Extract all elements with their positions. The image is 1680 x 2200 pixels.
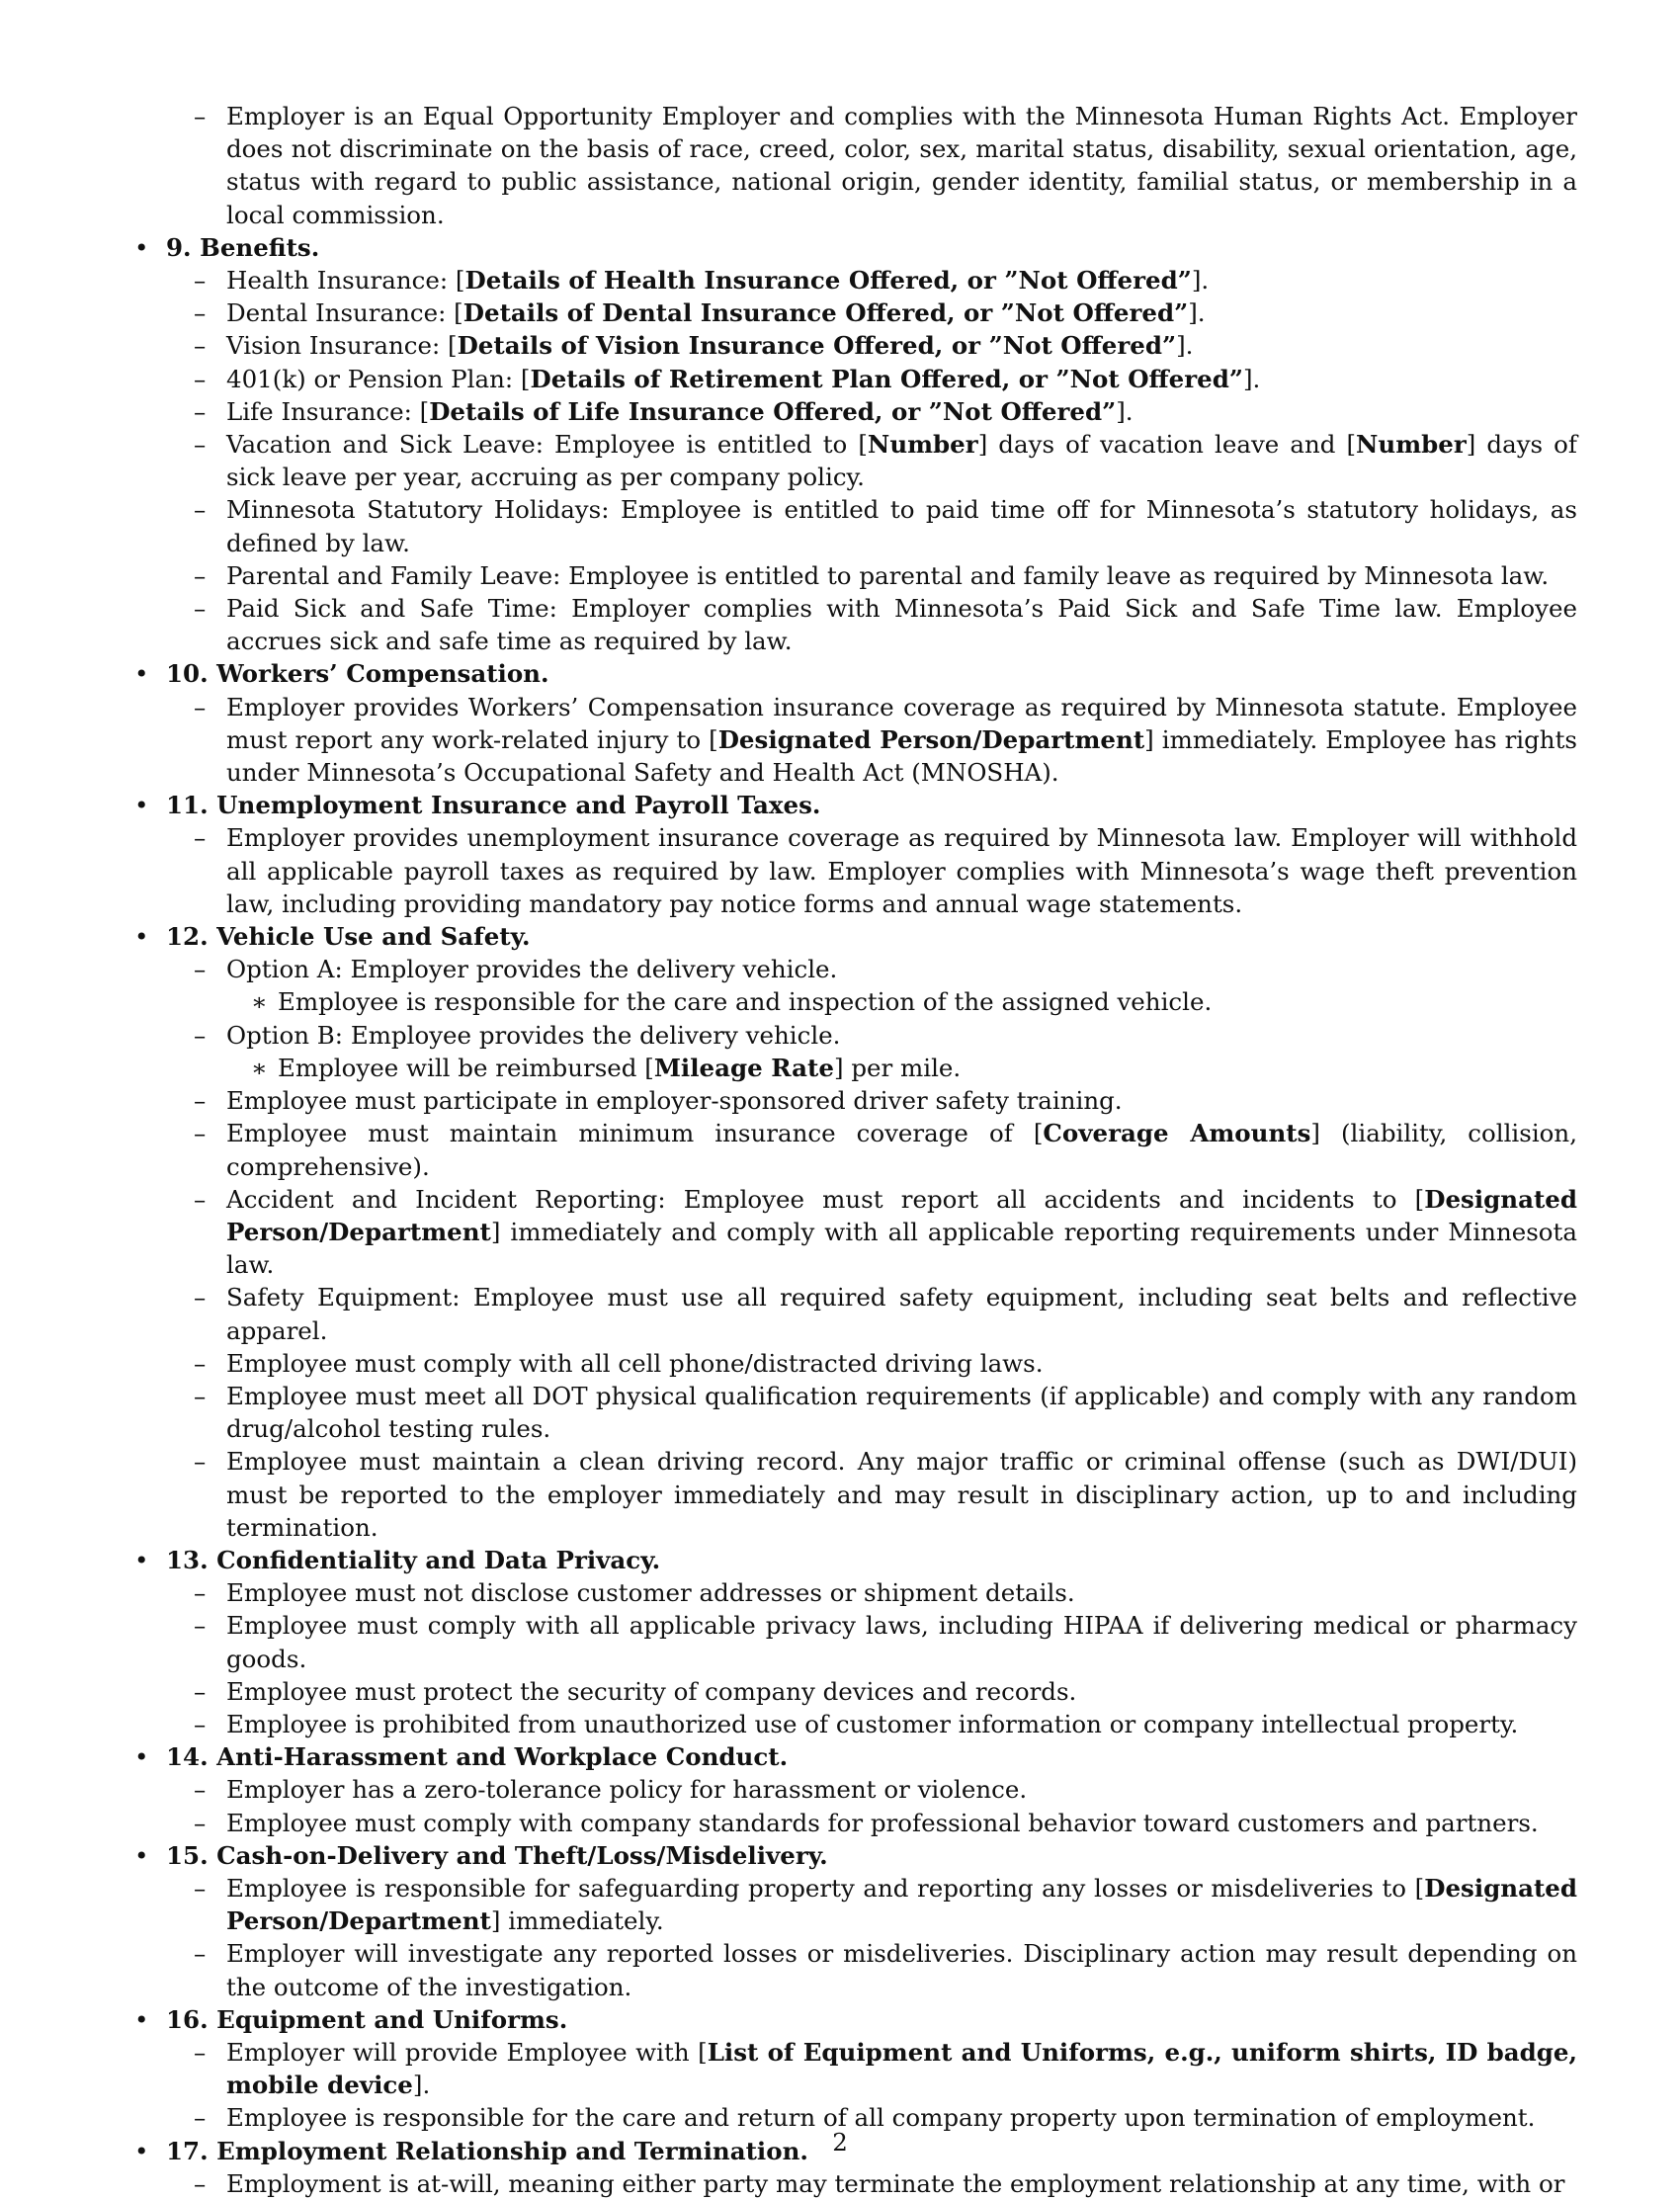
bullet-marker: • <box>134 1545 149 1574</box>
section-heading <box>134 789 1577 821</box>
list-item <box>134 100 1577 231</box>
placeholder-field: Mileage Rate <box>653 1053 834 1082</box>
dash-marker: – <box>194 102 207 130</box>
item-text: ]. <box>412 2071 431 2100</box>
item-text: Employer is an Equal Opportunity Employer and complies with the Minnesota Human Rights Act. Employer does not discriminate on the basis of race, creed, color, sex, marital status, disability, sexual orientation, age, status with regard to public assistance, national origin, gender identity, familial status, or membership in a local commission. <box>226 102 1577 229</box>
section-title: 17. Employment Relationship and Termination. <box>166 2136 808 2165</box>
section-heading <box>134 657 1577 690</box>
item-text: Employee must protect the security of company devices and records. <box>226 1676 1077 1706</box>
list-item <box>134 296 1577 329</box>
list-item <box>134 1380 1577 1445</box>
section-title: 10. Workers’ Compensation. <box>166 659 549 689</box>
list-item <box>134 1576 1577 1609</box>
item-text: Employment is at-will, meaning either party may terminate the employment relationship at any time, with or <box>226 2168 1565 2198</box>
item-text: ]. <box>1116 396 1134 426</box>
list-item <box>134 1117 1577 1182</box>
list-item <box>134 1445 1577 1544</box>
placeholder-field: Number <box>867 430 978 460</box>
list-item <box>134 1872 1577 1937</box>
bullet-marker: • <box>134 922 149 952</box>
dash-marker: – <box>194 1381 207 1410</box>
item-text: 401(k) or Pension Plan: [ <box>226 364 531 393</box>
list-item <box>134 1807 1577 1839</box>
section-heading <box>134 2003 1577 2036</box>
list-item <box>134 1347 1577 1380</box>
dash-marker: – <box>194 1578 207 1608</box>
item-text: Employer provides Workers’ Compensation insurance coverage as required by Minnesota statute. Employee must report any work-related injury to [ <box>226 692 1577 754</box>
list-item <box>134 264 1577 296</box>
section-title: 16. Equipment and Uniforms. <box>166 2004 568 2034</box>
dash-marker: – <box>194 560 207 590</box>
item-text: Employer will provide Employee with [ <box>226 2037 708 2067</box>
item-text: ] immediately and comply with all applicable reporting requirements under Minnesota law. <box>226 1217 1577 1280</box>
list-item <box>134 2036 1577 2101</box>
dash-marker: – <box>194 1873 207 1903</box>
dash-marker: – <box>194 1808 207 1837</box>
section-title: 15. Cash-on-Delivery and Theft/Loss/Misdelivery. <box>166 1840 828 1870</box>
item-text: ] days of sick leave per year, accruing as per company policy. <box>226 430 1577 492</box>
list-item <box>134 592 1577 657</box>
item-text: Option A: Employer provides the delivery vehicle. <box>226 955 838 984</box>
item-text: Safety Equipment: Employee must use all required safety equipment, including seat belts and reflective apparel. <box>226 1283 1577 1345</box>
item-text: Employee is responsible for the care and return of all company property upon termination of employment. <box>226 2103 1536 2133</box>
placeholder-field: Designated Person/Department <box>226 1873 1577 1936</box>
list-item <box>134 953 1577 985</box>
item-text: Vacation and Sick Leave: Employee is entitled to [ <box>226 430 868 460</box>
item-text: Employee must participate in employer-sponsored driver safety training. <box>226 1086 1123 1116</box>
item-text: ] immediately. <box>490 1906 664 1936</box>
section-heading <box>134 1839 1577 1872</box>
dash-marker: – <box>194 1775 207 1805</box>
item-text: Health Insurance: [ <box>226 266 465 296</box>
placeholder-field: Designated Person/Department <box>717 724 1145 754</box>
page-number: 2 <box>832 2128 848 2157</box>
dash-marker: – <box>194 364 207 393</box>
sub-list-item <box>134 985 1577 1018</box>
section-title: 9. Benefits. <box>166 232 320 262</box>
bullet-marker: • <box>134 1742 149 1772</box>
item-text: ]. <box>1191 266 1210 296</box>
list-item <box>134 691 1577 790</box>
dash-marker: – <box>194 2168 207 2198</box>
dash-marker: – <box>194 1709 207 1738</box>
list-item <box>134 329 1577 362</box>
sub-list-item <box>134 1052 1577 1084</box>
item-text: Life Insurance: [ <box>226 396 430 426</box>
item-text: Dental Insurance: [ <box>226 298 463 328</box>
dash-marker: – <box>194 1611 207 1641</box>
dash-marker: – <box>194 2103 207 2133</box>
placeholder-field: Designated Person/Department <box>226 1184 1577 1246</box>
bullet-marker: • <box>134 659 149 689</box>
item-text: Employee will be reimbursed [ <box>278 1053 654 1082</box>
bullet-marker: • <box>134 232 149 262</box>
placeholder-field: Details of Health Insurance Offered, or ”Not Offered” <box>464 266 1192 296</box>
dash-marker: – <box>194 2037 207 2067</box>
dash-marker: – <box>194 298 207 328</box>
section-heading <box>134 231 1577 264</box>
section-heading <box>134 1544 1577 1576</box>
item-text: ]. <box>1188 298 1206 328</box>
item-text: Parental and Family Leave: Employee is entitled to parental and family leave as required by Minnesota law. <box>226 560 1550 590</box>
placeholder-field: Details of Life Insurance Offered, or ”Not Offered” <box>429 396 1117 426</box>
list-item <box>134 559 1577 592</box>
section-title: 12. Vehicle Use and Safety. <box>166 922 531 952</box>
item-text: Employer will investigate any reported losses or misdeliveries. Disciplinary action may result depending on the outcome of the investigation. <box>226 1939 1577 2001</box>
dash-marker: – <box>194 1939 207 1969</box>
placeholder-field: List of Equipment and Uniforms, e.g., uniform shirts, ID badge, mobile device <box>226 2037 1577 2100</box>
list-item <box>134 1084 1577 1117</box>
dash-marker: – <box>194 1676 207 1706</box>
item-text: ] immediately. Employee has rights under Minnesota’s Occupational Safety and Health Act (MNOSHA). <box>226 724 1577 788</box>
dash-marker: – <box>194 955 207 984</box>
placeholder-field: Details of Dental Insurance Offered, or ”Not Offered” <box>462 298 1189 328</box>
item-text: Paid Sick and Safe Time: Employer complies with Minnesota’s Paid Sick and Safe Time law. Employee accrues sick and safe time as required by law. <box>226 594 1577 656</box>
placeholder-field: Number <box>1356 430 1467 460</box>
dash-marker: – <box>194 1447 207 1477</box>
dash-marker: – <box>194 692 207 721</box>
section-title: 11. Unemployment Insurance and Payroll Taxes. <box>166 791 821 820</box>
item-text: Employee is prohibited from unauthorized use of customer information or company intellectual property. <box>226 1709 1519 1738</box>
list-item <box>134 1773 1577 1806</box>
list-item <box>134 2167 1577 2200</box>
document-body <box>134 100 1577 2200</box>
section-title: 14. Anti-Harassment and Workplace Conduct. <box>166 1742 789 1772</box>
item-text: Employee is responsible for the care and inspection of the assigned vehicle. <box>278 987 1213 1017</box>
item-text: Employee must maintain a clean driving record. Any major traffic or criminal offense (such as DWI/DUI) must be reported to the employer immediately and may result in disciplinary action, up to and including termination. <box>226 1447 1577 1542</box>
item-text: Employee must not disclose customer addresses or shipment details. <box>226 1578 1075 1608</box>
dash-marker: – <box>194 495 207 525</box>
placeholder-field: Details of Vision Insurance Offered, or ”Not Offered” <box>457 331 1177 361</box>
list-item <box>134 1675 1577 1708</box>
list-item <box>134 1937 1577 2002</box>
item-text: Employer provides unemployment insurance coverage as required by Minnesota law. Employer will withhold all applicable payroll taxes as required by law. Employer complies with Minnesota’s wage theft prevention law, including providing mandatory pay notice forms and annual wage statements. <box>226 823 1577 918</box>
item-text: Vision Insurance: [ <box>226 331 458 361</box>
asterisk-marker: ∗ <box>251 987 268 1017</box>
placeholder-field: Coverage Amounts <box>1043 1119 1311 1148</box>
dash-marker: – <box>194 331 207 361</box>
dash-marker: – <box>194 266 207 296</box>
item-text: ]. <box>1176 331 1194 361</box>
list-item <box>134 428 1577 493</box>
item-text: Employee must comply with all cell phone/distracted driving laws. <box>226 1348 1044 1378</box>
section-heading <box>134 1740 1577 1773</box>
dash-marker: – <box>194 594 207 624</box>
item-text: Option B: Employee provides the delivery vehicle. <box>226 1020 841 1050</box>
section-title: 13. Confidentiality and Data Privacy. <box>166 1545 661 1574</box>
list-item <box>134 1019 1577 1052</box>
item-text: Employee is responsible for safeguarding property and reporting any losses or misdeliveries to [ <box>226 1873 1425 1903</box>
list-item <box>134 1708 1577 1740</box>
dash-marker: – <box>194 1020 207 1050</box>
bullet-marker: • <box>134 2004 149 2034</box>
dash-marker: – <box>194 1086 207 1116</box>
list-item <box>134 1183 1577 1282</box>
dash-marker: – <box>194 1283 207 1312</box>
item-text: Employee must meet all DOT physical qualification requirements (if applicable) and comply with any random drug/alcohol testing rules. <box>226 1381 1577 1444</box>
item-text: Employee must comply with all applicable privacy laws, including HIPAA if delivering medical or pharmacy goods. <box>226 1611 1577 1673</box>
bullet-marker: • <box>134 791 149 820</box>
section-heading <box>134 920 1577 953</box>
dash-marker: – <box>194 823 207 853</box>
dash-marker: – <box>194 1348 207 1378</box>
dash-marker: – <box>194 396 207 426</box>
bullet-marker: • <box>134 1840 149 1870</box>
list-item <box>134 395 1577 428</box>
item-text: ]. <box>1242 364 1261 393</box>
asterisk-marker: ∗ <box>251 1053 268 1082</box>
list-item <box>134 1281 1577 1346</box>
list-item <box>134 493 1577 558</box>
item-text: Employee must comply with company standards for professional behavior toward customers and partners. <box>226 1808 1539 1837</box>
dash-marker: – <box>194 1119 207 1148</box>
bullet-marker: • <box>134 2136 149 2165</box>
list-item <box>134 1609 1577 1674</box>
placeholder-field: Details of Retirement Plan Offered, or ”Not Offered” <box>530 364 1243 393</box>
dash-marker: – <box>194 1184 207 1214</box>
list-item <box>134 821 1577 920</box>
dash-marker: – <box>194 430 207 460</box>
item-text: ] (liability, collision, comprehensive). <box>226 1119 1577 1181</box>
item-text: ] days of vacation leave and [ <box>977 430 1357 460</box>
item-text: ] per mile. <box>833 1053 962 1082</box>
item-text: Employee must maintain minimum insurance coverage of [ <box>226 1119 1044 1148</box>
item-text: Minnesota Statutory Holidays: Employee is entitled to paid time off for Minnesota’s statutory holidays, as defined by law. <box>226 495 1577 557</box>
item-text: Employer has a zero-tolerance policy for harassment or violence. <box>226 1775 1028 1805</box>
list-item <box>134 363 1577 395</box>
item-text: Accident and Incident Reporting: Employee must report all accidents and incidents to [ <box>226 1184 1425 1214</box>
